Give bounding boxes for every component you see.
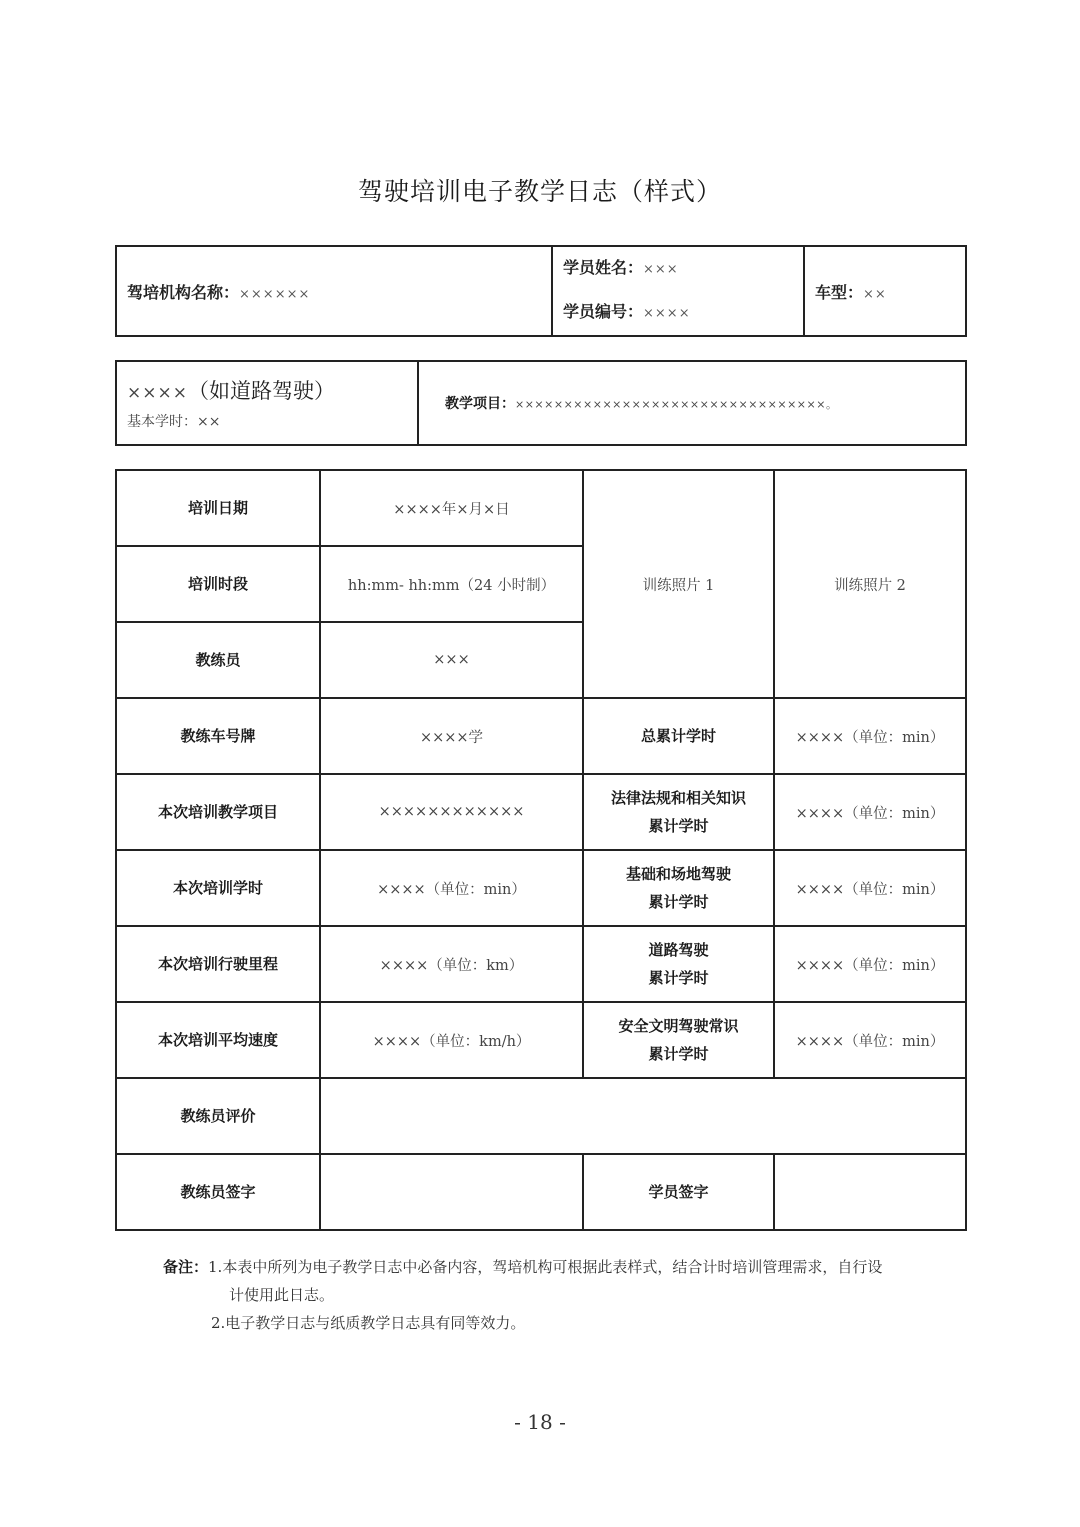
student-name-label: 学员姓名： bbox=[563, 258, 644, 277]
vehicle-type-value: ×× bbox=[863, 286, 887, 302]
student-info-table bbox=[115, 245, 967, 337]
cumulative-label bbox=[583, 774, 774, 850]
vehicle-type-label: 车型： bbox=[815, 282, 864, 302]
page-number: - 18 - bbox=[514, 1410, 566, 1434]
cumulative-value: ××××（单位：min） bbox=[774, 850, 966, 926]
row-label: 本次培训平均速度 bbox=[116, 1002, 320, 1078]
cumulative-label bbox=[583, 1002, 774, 1078]
table-row bbox=[116, 698, 966, 774]
student-signature-label: 学员签字 bbox=[583, 1154, 774, 1230]
student-name-value: ××× bbox=[643, 262, 679, 277]
instructor-signature-field[interactable] bbox=[320, 1154, 583, 1230]
cumulative-label-line1: 道路驾驶 bbox=[648, 941, 709, 959]
row-label: 教练车号牌 bbox=[116, 698, 320, 774]
course-info-table bbox=[115, 360, 967, 446]
training-period-label: 培训时段 bbox=[116, 546, 320, 622]
student-id-value: ×××× bbox=[643, 306, 691, 321]
table-row bbox=[116, 774, 966, 850]
project-cell bbox=[418, 361, 966, 445]
vehicle-type-cell bbox=[804, 246, 966, 336]
institution-cell bbox=[116, 246, 552, 336]
cumulative-label-line1: 基础和场地驾驶 bbox=[625, 865, 731, 883]
institution-value: ×××××× bbox=[239, 286, 311, 302]
table-row bbox=[116, 850, 966, 926]
table-row bbox=[116, 1154, 966, 1230]
note-1-line-1: 1.本表中所列为电子教学日志中必备内容，驾培机构可根据此表样式，结合计时培训管理需求，自行设 bbox=[208, 1258, 883, 1276]
row-value: ××××（单位：km/h） bbox=[320, 1002, 583, 1078]
cumulative-value: ××××（单位：min） bbox=[774, 1002, 966, 1078]
page-title: 驾驶培训电子教学日志（样式） bbox=[357, 177, 722, 206]
course-cell bbox=[116, 361, 418, 445]
row-value: ××××（单位：km） bbox=[320, 926, 583, 1002]
student-signature-field[interactable] bbox=[774, 1154, 966, 1230]
row-label: 本次培训教学项目 bbox=[116, 774, 320, 850]
cumulative-label-line1: 法律法规和相关知识 bbox=[610, 789, 746, 807]
cumulative-label-line2: 累计学时 bbox=[648, 817, 709, 835]
instructor-label: 教练员 bbox=[116, 622, 320, 698]
cumulative-value: ××××（单位：min） bbox=[774, 774, 966, 850]
table-row bbox=[116, 1078, 966, 1154]
cumulative-label bbox=[583, 850, 774, 926]
cumulative-label bbox=[583, 926, 774, 1002]
table-row bbox=[116, 470, 966, 546]
training-date-value: ××××年×月×日 bbox=[320, 470, 583, 546]
student-id-label: 学员编号： bbox=[563, 302, 644, 321]
basic-hours-label: 基本学时： bbox=[127, 414, 197, 430]
row-label: 本次培训行驶里程 bbox=[116, 926, 320, 1002]
note-2: 2.电子教学日志与纸质教学日志具有同等效力。 bbox=[211, 1314, 526, 1332]
cumulative-label bbox=[583, 698, 774, 774]
cumulative-label-line1: 总累计学时 bbox=[640, 727, 716, 745]
cumulative-label-line2: 累计学时 bbox=[648, 969, 709, 987]
table-row bbox=[116, 926, 966, 1002]
basic-hours-value: ×× bbox=[197, 414, 221, 430]
institution-label: 驾培机构名称： bbox=[127, 282, 240, 302]
note-1-line-2: 计使用此日志。 bbox=[229, 1286, 335, 1304]
cumulative-label-line1: 安全文明驾驶常识 bbox=[618, 1017, 739, 1035]
instructor-signature-label: 教练员签字 bbox=[116, 1154, 320, 1230]
row-value: ××××（单位：min） bbox=[320, 850, 583, 926]
row-label: 本次培训学时 bbox=[116, 850, 320, 926]
row-value: ××××学 bbox=[320, 698, 583, 774]
cumulative-label-line2: 累计学时 bbox=[648, 893, 709, 911]
project-value: ××××××××××××××××××××××××××××××××。 bbox=[515, 398, 838, 411]
cumulative-value: ××××（单位：min） bbox=[774, 926, 966, 1002]
training-date-label: 培训日期 bbox=[116, 470, 320, 546]
training-photo-1: 训练照片 1 bbox=[583, 470, 774, 698]
cumulative-value: ××××（单位：min） bbox=[774, 698, 966, 774]
training-photo-2: 训练照片 2 bbox=[774, 470, 966, 698]
student-cell bbox=[552, 246, 804, 336]
notes bbox=[163, 1253, 882, 1337]
instructor-value: ××× bbox=[320, 622, 583, 698]
course-code: ×××× bbox=[127, 383, 188, 403]
training-period-value: hh:mm- hh:mm（24 小时制） bbox=[320, 546, 583, 622]
notes-label: 备注： bbox=[163, 1258, 209, 1276]
course-name: （如道路驾驶） bbox=[187, 379, 335, 403]
evaluation-label: 教练员评价 bbox=[116, 1078, 320, 1154]
cumulative-label-line2: 累计学时 bbox=[648, 1045, 709, 1063]
row-value: ×××××××××××× bbox=[320, 774, 583, 850]
project-label: 教学项目： bbox=[445, 396, 515, 412]
evaluation-field[interactable] bbox=[320, 1078, 966, 1154]
teaching-log-table bbox=[115, 469, 967, 1231]
table-row bbox=[116, 1002, 966, 1078]
